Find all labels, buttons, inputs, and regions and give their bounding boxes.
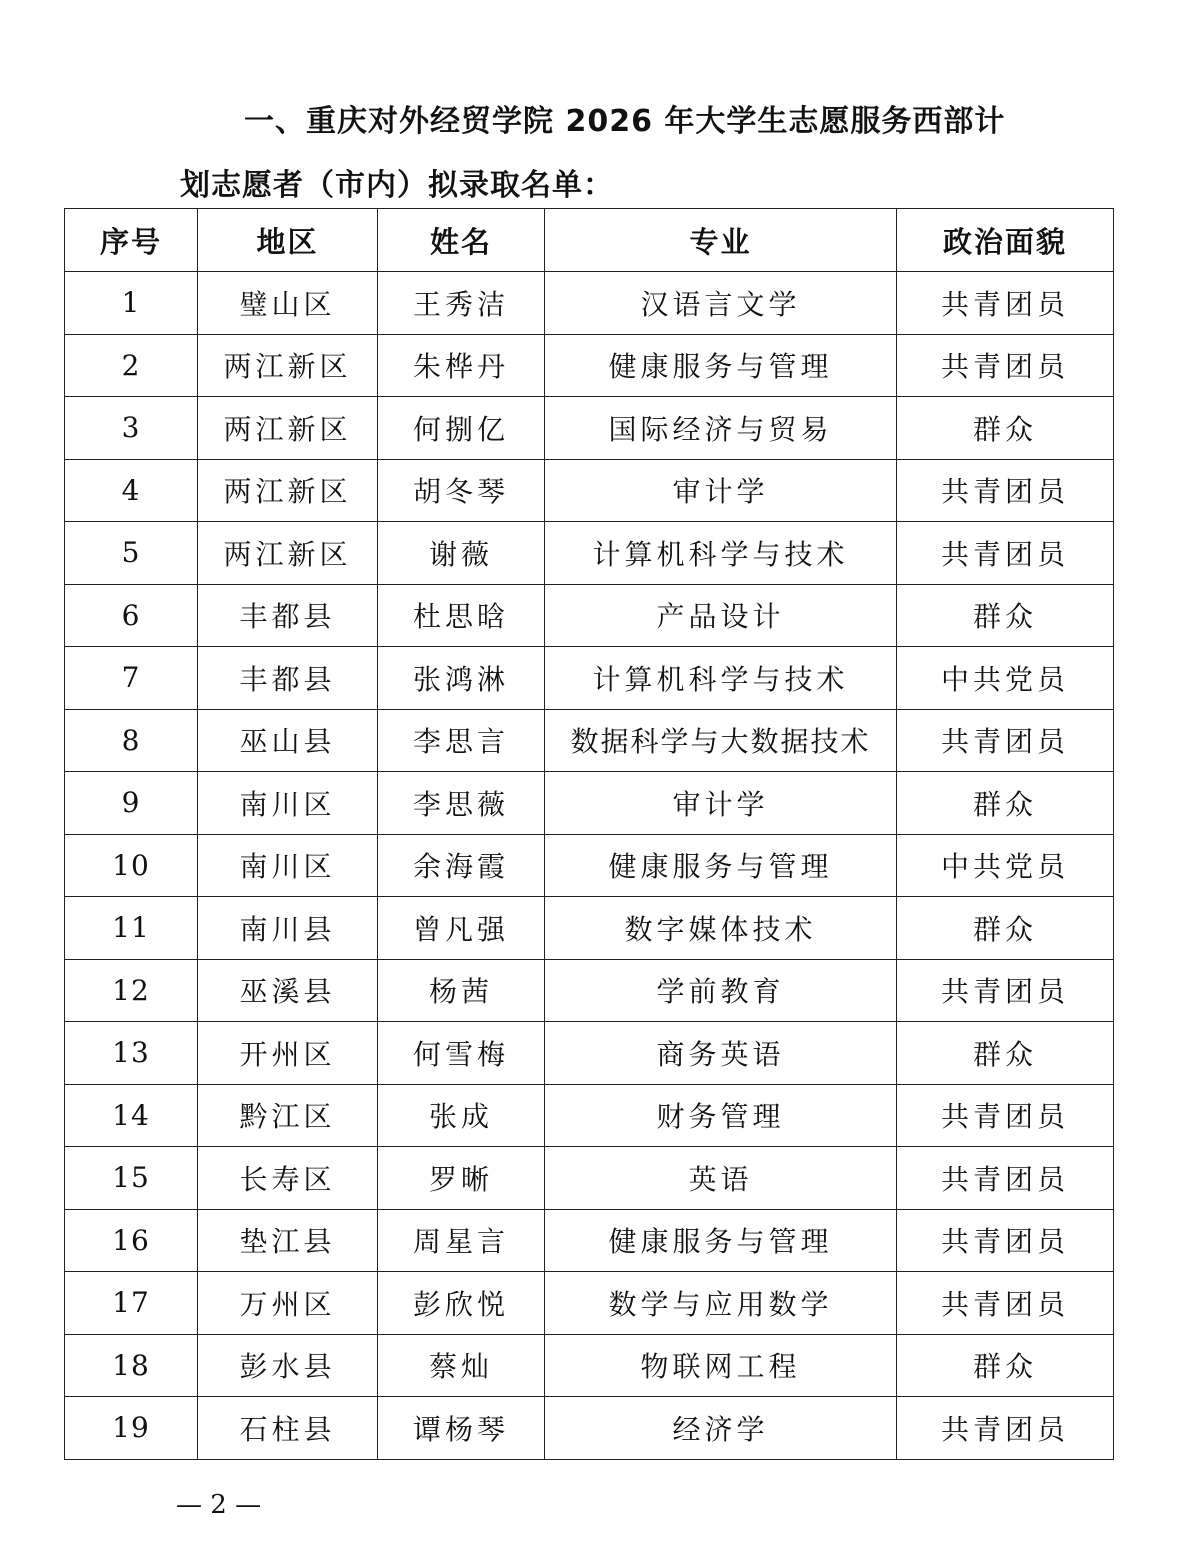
cell-region: 两江新区 (198, 334, 378, 397)
table-row (65, 1084, 1114, 1147)
cell-political-status: 群众 (897, 584, 1114, 647)
cell-political-status: 群众 (897, 1022, 1114, 1085)
cell-political-status: 群众 (897, 897, 1114, 960)
cell-name: 张鸿淋 (378, 647, 545, 710)
cell-region: 两江新区 (198, 459, 378, 522)
cell-serial-number: 4 (65, 459, 198, 522)
cell-serial-number: 7 (65, 647, 198, 710)
table-row (65, 647, 1114, 710)
cell-major: 数字媒体技术 (545, 897, 897, 960)
cell-name: 朱桦丹 (378, 334, 545, 397)
cell-name: 彭欣悦 (378, 1272, 545, 1335)
cell-major: 商务英语 (545, 1022, 897, 1085)
cell-name: 蔡灿 (378, 1334, 545, 1397)
cell-major: 健康服务与管理 (545, 1209, 897, 1272)
cell-name: 谢薇 (378, 522, 545, 585)
document-title-line-1: 一、重庆对外经贸学院 2026 年大学生志愿服务西部计 (244, 104, 1006, 139)
cell-region: 垫江县 (198, 1209, 378, 1272)
cell-political-status: 共青团员 (897, 1397, 1114, 1460)
cell-name: 王秀洁 (378, 272, 545, 335)
cell-serial-number: 19 (65, 1397, 198, 1460)
cell-political-status: 群众 (897, 397, 1114, 460)
header-name: 姓名 (378, 209, 545, 272)
cell-major: 国际经济与贸易 (545, 397, 897, 460)
cell-political-status: 中共党员 (897, 834, 1114, 897)
table-row (65, 1022, 1114, 1085)
header-political-status: 政治面貌 (897, 209, 1114, 272)
cell-serial-number: 13 (65, 1022, 198, 1085)
cell-name: 谭杨琴 (378, 1397, 545, 1460)
cell-serial-number: 11 (65, 897, 198, 960)
header-major: 专业 (545, 209, 897, 272)
cell-serial-number: 18 (65, 1334, 198, 1397)
table-row (65, 584, 1114, 647)
cell-region: 丰都县 (198, 647, 378, 710)
cell-region: 彭水县 (198, 1334, 378, 1397)
cell-name: 余海霞 (378, 834, 545, 897)
cell-region: 南川区 (198, 772, 378, 835)
cell-major: 数学与应用数学 (545, 1272, 897, 1335)
cell-serial-number: 17 (65, 1272, 198, 1335)
cell-serial-number: 15 (65, 1147, 198, 1210)
table-row (65, 459, 1114, 522)
cell-major: 健康服务与管理 (545, 334, 897, 397)
cell-name: 周星言 (378, 1209, 545, 1272)
cell-major: 计算机科学与技术 (545, 647, 897, 710)
cell-political-status: 共青团员 (897, 1209, 1114, 1272)
cell-region: 开州区 (198, 1022, 378, 1085)
cell-political-status: 共青团员 (897, 709, 1114, 772)
table-row (65, 897, 1114, 960)
cell-political-status: 共青团员 (897, 272, 1114, 335)
cell-major: 健康服务与管理 (545, 834, 897, 897)
cell-serial-number: 9 (65, 772, 198, 835)
cell-serial-number: 6 (65, 584, 198, 647)
cell-major: 审计学 (545, 772, 897, 835)
cell-serial-number: 5 (65, 522, 198, 585)
cell-political-status: 共青团员 (897, 334, 1114, 397)
cell-name: 杨茜 (378, 959, 545, 1022)
cell-major: 汉语言文学 (545, 272, 897, 335)
table-row (65, 1209, 1114, 1272)
cell-major: 英语 (545, 1147, 897, 1210)
cell-serial-number: 1 (65, 272, 198, 335)
table-header-row (65, 209, 1114, 272)
page-number: — 2 — (176, 1490, 262, 1520)
cell-region: 两江新区 (198, 522, 378, 585)
cell-name: 何雪梅 (378, 1022, 545, 1085)
cell-political-status: 共青团员 (897, 1147, 1114, 1210)
header-serial-number: 序号 (65, 209, 198, 272)
table-row (65, 834, 1114, 897)
cell-region: 巫山县 (198, 709, 378, 772)
table-row (65, 522, 1114, 585)
cell-major: 物联网工程 (545, 1334, 897, 1397)
cell-major: 数据科学与大数据技术 (545, 709, 897, 772)
table-row (65, 959, 1114, 1022)
cell-political-status: 群众 (897, 1334, 1114, 1397)
cell-name: 李思言 (378, 709, 545, 772)
cell-region: 长寿区 (198, 1147, 378, 1210)
cell-political-status: 共青团员 (897, 522, 1114, 585)
table-row (65, 1397, 1114, 1460)
cell-region: 两江新区 (198, 397, 378, 460)
cell-name: 胡冬琴 (378, 459, 545, 522)
cell-political-status: 中共党员 (897, 647, 1114, 710)
cell-serial-number: 10 (65, 834, 198, 897)
cell-region: 南川区 (198, 834, 378, 897)
cell-region: 石柱县 (198, 1397, 378, 1460)
cell-major: 学前教育 (545, 959, 897, 1022)
table-row (65, 272, 1114, 335)
cell-serial-number: 2 (65, 334, 198, 397)
cell-name: 曾凡强 (378, 897, 545, 960)
table-row (65, 772, 1114, 835)
cell-region: 黔江区 (198, 1084, 378, 1147)
header-region: 地区 (198, 209, 378, 272)
cell-name: 何捌亿 (378, 397, 545, 460)
document-title-line-2: 划志愿者（市内）拟录取名单： (180, 168, 614, 203)
cell-political-status: 共青团员 (897, 1272, 1114, 1335)
cell-serial-number: 12 (65, 959, 198, 1022)
cell-name: 李思薇 (378, 772, 545, 835)
table-row (65, 397, 1114, 460)
cell-region: 南川县 (198, 897, 378, 960)
cell-region: 璧山区 (198, 272, 378, 335)
cell-political-status: 群众 (897, 772, 1114, 835)
table-row (65, 1334, 1114, 1397)
cell-major: 财务管理 (545, 1084, 897, 1147)
cell-region: 巫溪县 (198, 959, 378, 1022)
cell-serial-number: 14 (65, 1084, 198, 1147)
table-row (65, 709, 1114, 772)
cell-major: 计算机科学与技术 (545, 522, 897, 585)
cell-political-status: 共青团员 (897, 1084, 1114, 1147)
cell-name: 杜思晗 (378, 584, 545, 647)
cell-name: 罗晰 (378, 1147, 545, 1210)
cell-major: 产品设计 (545, 584, 897, 647)
cell-political-status: 共青团员 (897, 459, 1114, 522)
cell-name: 张成 (378, 1084, 545, 1147)
cell-major: 审计学 (545, 459, 897, 522)
table-row (65, 334, 1114, 397)
table-body (65, 272, 1114, 1460)
cell-political-status: 共青团员 (897, 959, 1114, 1022)
table-row (65, 1147, 1114, 1210)
cell-serial-number: 8 (65, 709, 198, 772)
cell-major: 经济学 (545, 1397, 897, 1460)
cell-region: 丰都县 (198, 584, 378, 647)
cell-serial-number: 16 (65, 1209, 198, 1272)
admission-roster-table (64, 208, 1114, 1460)
table-row (65, 1272, 1114, 1335)
cell-serial-number: 3 (65, 397, 198, 460)
cell-region: 万州区 (198, 1272, 378, 1335)
